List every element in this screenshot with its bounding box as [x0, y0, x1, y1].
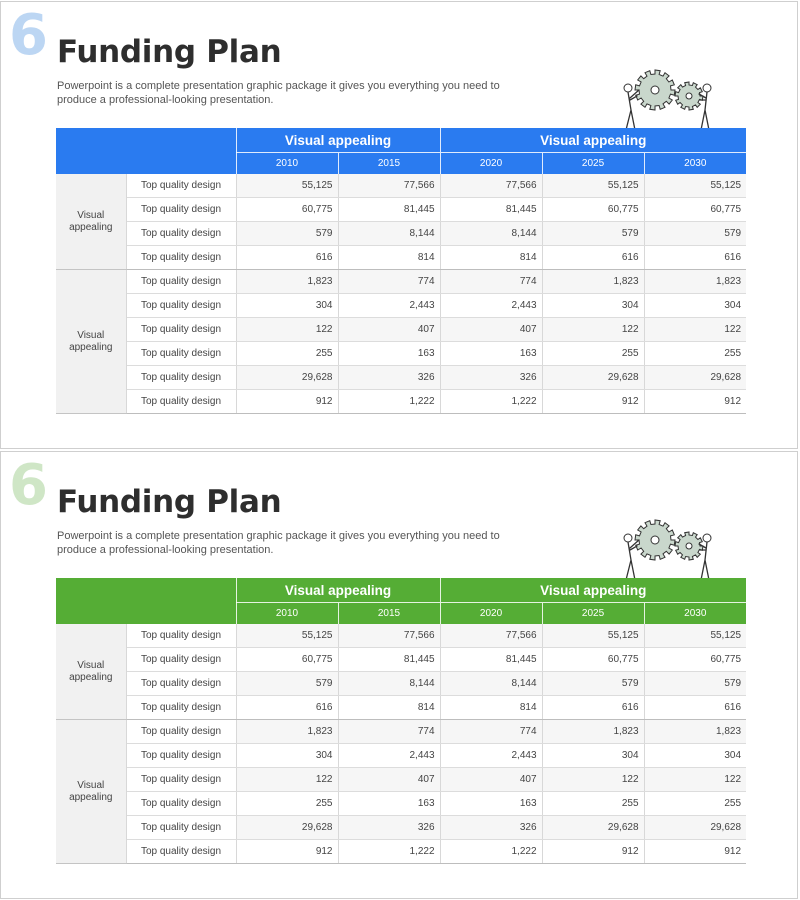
row-label: Top quality design — [126, 390, 236, 414]
table-row — [56, 366, 746, 390]
table-cell: 255 — [542, 792, 644, 816]
table-cell: 81,445 — [338, 198, 440, 222]
table-row — [56, 816, 746, 840]
table-cell: 81,445 — [440, 648, 542, 672]
table-cell: 1,222 — [440, 840, 542, 864]
table-cell: 81,445 — [338, 648, 440, 672]
table-cell: 29,628 — [644, 816, 746, 840]
table-cell: 304 — [236, 744, 338, 768]
row-label: Top quality design — [126, 696, 236, 720]
slide-green — [0, 451, 798, 899]
table-cell: 122 — [644, 318, 746, 342]
table-cell: 616 — [644, 696, 746, 720]
table-cell: 60,775 — [644, 648, 746, 672]
table-cell: 326 — [440, 366, 542, 390]
table-cell: 55,125 — [644, 624, 746, 648]
table-cell: 912 — [644, 390, 746, 414]
table-row — [56, 696, 746, 720]
table-cell: 77,566 — [338, 624, 440, 648]
row-group-label: Visual appealing — [56, 174, 126, 270]
table-cell: 122 — [236, 318, 338, 342]
row-label: Top quality design — [126, 840, 236, 864]
table-cell: 122 — [236, 768, 338, 792]
table-cell: 912 — [542, 840, 644, 864]
table-cell: 29,628 — [236, 816, 338, 840]
table-cell: 326 — [338, 816, 440, 840]
table-cell: 407 — [338, 768, 440, 792]
row-label: Top quality design — [126, 318, 236, 342]
table-cell: 8,144 — [440, 672, 542, 696]
table-cell: 55,125 — [236, 624, 338, 648]
table-cell: 255 — [644, 342, 746, 366]
table-row — [56, 342, 746, 366]
table-cell: 255 — [542, 342, 644, 366]
column-group-header: Visual appealing — [236, 128, 440, 153]
table-cell: 122 — [542, 768, 644, 792]
table-cell: 912 — [542, 390, 644, 414]
table-cell: 163 — [440, 792, 542, 816]
table-cell: 814 — [338, 696, 440, 720]
table-cell: 616 — [236, 696, 338, 720]
row-group-label: Visual appealing — [56, 270, 126, 414]
table-cell: 326 — [338, 366, 440, 390]
year-header: 2010 — [236, 603, 338, 625]
row-label: Top quality design — [126, 270, 236, 294]
table-cell: 55,125 — [644, 174, 746, 198]
row-label: Top quality design — [126, 648, 236, 672]
row-label: Top quality design — [126, 672, 236, 696]
table-cell: 2,443 — [338, 744, 440, 768]
table-cell: 8,144 — [338, 222, 440, 246]
people-pushing-gears-icon — [613, 516, 717, 582]
table-cell: 579 — [236, 222, 338, 246]
row-label: Top quality design — [126, 792, 236, 816]
table-corner-header — [56, 128, 236, 174]
row-label: Top quality design — [126, 222, 236, 246]
table-cell: 407 — [338, 318, 440, 342]
table-row — [56, 270, 746, 294]
table-cell: 579 — [542, 222, 644, 246]
table-cell: 1,823 — [236, 270, 338, 294]
table-cell: 814 — [338, 246, 440, 270]
table-cell: 1,222 — [338, 390, 440, 414]
table-row — [56, 624, 746, 648]
table-cell: 1,222 — [440, 390, 542, 414]
row-label: Top quality design — [126, 768, 236, 792]
slide-title: Funding Plan — [57, 484, 282, 520]
table-cell: 60,775 — [542, 648, 644, 672]
table-row — [56, 840, 746, 864]
funding-table — [56, 128, 746, 414]
year-header: 2010 — [236, 153, 338, 175]
column-group-header: Visual appealing — [440, 128, 746, 153]
table-cell: 2,443 — [440, 294, 542, 318]
table-cell: 122 — [644, 768, 746, 792]
table-cell: 8,144 — [338, 672, 440, 696]
year-header: 2030 — [644, 153, 746, 175]
table-cell: 1,823 — [542, 270, 644, 294]
table-row — [56, 672, 746, 696]
table-row — [56, 792, 746, 816]
slide-number: 6 — [9, 3, 48, 68]
table-cell: 814 — [440, 246, 542, 270]
row-label: Top quality design — [126, 816, 236, 840]
table-row — [56, 744, 746, 768]
table-cell: 60,775 — [236, 198, 338, 222]
table-cell: 255 — [236, 342, 338, 366]
row-label: Top quality design — [126, 720, 236, 744]
row-label: Top quality design — [126, 744, 236, 768]
people-pushing-gears-icon — [613, 66, 717, 132]
table-cell: 8,144 — [440, 222, 542, 246]
table-cell: 579 — [644, 222, 746, 246]
table-cell: 1,222 — [338, 840, 440, 864]
table-row — [56, 198, 746, 222]
slide-title: Funding Plan — [57, 34, 282, 70]
table-row — [56, 294, 746, 318]
slide-number: 6 — [9, 453, 48, 518]
table-row — [56, 174, 746, 198]
slide-blue — [0, 1, 798, 449]
table-cell: 579 — [236, 672, 338, 696]
table-cell: 29,628 — [236, 366, 338, 390]
table-cell: 1,823 — [542, 720, 644, 744]
table-cell: 2,443 — [338, 294, 440, 318]
table-cell: 774 — [338, 720, 440, 744]
table-cell: 912 — [644, 840, 746, 864]
row-label: Top quality design — [126, 246, 236, 270]
table-cell: 60,775 — [236, 648, 338, 672]
table-cell: 29,628 — [542, 366, 644, 390]
table-cell: 326 — [440, 816, 542, 840]
table-cell: 912 — [236, 390, 338, 414]
table-cell: 55,125 — [542, 624, 644, 648]
table-cell: 407 — [440, 768, 542, 792]
table-cell: 60,775 — [644, 198, 746, 222]
table-row — [56, 390, 746, 414]
row-label: Top quality design — [126, 198, 236, 222]
table-row — [56, 246, 746, 270]
table-cell: 2,443 — [440, 744, 542, 768]
table-cell: 579 — [644, 672, 746, 696]
table-row — [56, 318, 746, 342]
table-cell: 304 — [542, 294, 644, 318]
year-header: 2020 — [440, 153, 542, 175]
table-cell: 579 — [542, 672, 644, 696]
table-cell: 616 — [644, 246, 746, 270]
table-cell: 912 — [236, 840, 338, 864]
table-cell: 29,628 — [542, 816, 644, 840]
column-group-header: Visual appealing — [440, 578, 746, 603]
row-label: Top quality design — [126, 294, 236, 318]
table-row — [56, 648, 746, 672]
table-cell: 77,566 — [440, 174, 542, 198]
table-cell: 122 — [542, 318, 644, 342]
year-header: 2030 — [644, 603, 746, 625]
table-cell: 29,628 — [644, 366, 746, 390]
slide-description: Powerpoint is a complete presentation graphic package it gives you everything you need to produce a professional-looking presentation. — [57, 80, 500, 106]
table-cell: 55,125 — [236, 174, 338, 198]
slide-description: Powerpoint is a complete presentation graphic package it gives you everything you need to produce a professional-looking presentation. — [57, 530, 500, 556]
table-cell: 81,445 — [440, 198, 542, 222]
table-cell: 304 — [542, 744, 644, 768]
table-cell: 55,125 — [542, 174, 644, 198]
year-header: 2015 — [338, 153, 440, 175]
row-label: Top quality design — [126, 624, 236, 648]
table-cell: 255 — [644, 792, 746, 816]
row-group-label: Visual appealing — [56, 624, 126, 720]
table-cell: 304 — [644, 744, 746, 768]
table-cell: 304 — [644, 294, 746, 318]
row-label: Top quality design — [126, 366, 236, 390]
table-cell: 77,566 — [440, 624, 542, 648]
table-cell: 1,823 — [236, 720, 338, 744]
table-cell: 163 — [338, 342, 440, 366]
table-cell: 774 — [440, 720, 542, 744]
table-cell: 60,775 — [542, 198, 644, 222]
table-cell: 1,823 — [644, 720, 746, 744]
table-cell: 163 — [338, 792, 440, 816]
table-cell: 616 — [236, 246, 338, 270]
year-header: 2020 — [440, 603, 542, 625]
table-cell: 814 — [440, 696, 542, 720]
table-row — [56, 720, 746, 744]
column-group-header: Visual appealing — [236, 578, 440, 603]
table-cell: 255 — [236, 792, 338, 816]
table-cell: 774 — [338, 270, 440, 294]
year-header: 2025 — [542, 603, 644, 625]
funding-table — [56, 578, 746, 864]
table-corner-header — [56, 578, 236, 624]
table-cell: 304 — [236, 294, 338, 318]
row-group-label: Visual appealing — [56, 720, 126, 864]
table-row — [56, 768, 746, 792]
table-row — [56, 222, 746, 246]
row-label: Top quality design — [126, 342, 236, 366]
table-cell: 163 — [440, 342, 542, 366]
table-cell: 407 — [440, 318, 542, 342]
table-cell: 77,566 — [338, 174, 440, 198]
row-label: Top quality design — [126, 174, 236, 198]
table-cell: 616 — [542, 696, 644, 720]
table-cell: 1,823 — [644, 270, 746, 294]
table-cell: 616 — [542, 246, 644, 270]
year-header: 2015 — [338, 603, 440, 625]
table-cell: 774 — [440, 270, 542, 294]
year-header: 2025 — [542, 153, 644, 175]
